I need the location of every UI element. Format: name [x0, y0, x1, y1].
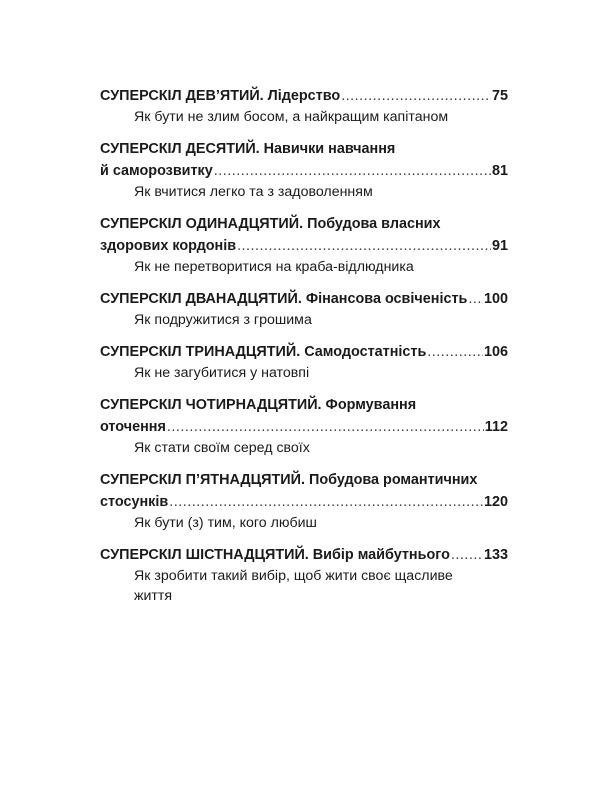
toc-entry[interactable] — [100, 288, 508, 330]
dot-leader — [169, 491, 483, 513]
toc-entry-subtitle: Як зробити такий вибір, щоб жити своє щасливе життя — [134, 568, 453, 604]
toc-entry-title — [100, 544, 508, 566]
toc-entry-title-line: СУПЕРСКІЛ П’ЯТНАДЦЯТИЙ. Побудова романтичних — [100, 472, 478, 488]
toc-entry-title — [100, 235, 508, 257]
toc-entry-title — [100, 491, 508, 513]
toc-entry-title — [100, 288, 508, 310]
dot-leader — [427, 341, 483, 363]
toc-entry-title — [100, 160, 508, 182]
toc-entry[interactable] — [100, 85, 508, 127]
toc-entry-subtitle: Як стати своїм серед своїх — [134, 440, 310, 456]
toc-entry-subtitle: Як вчитися легко та з задоволенням — [134, 184, 373, 200]
page-number: 120 — [483, 494, 508, 510]
toc-entry-title-text: СУПЕРСКІЛ ДЕВ’ЯТИЙ. Лідерство — [100, 88, 341, 104]
toc-entry-title-text: СУПЕРСКІЛ ДВАНАДЦЯТИЙ. Фінансова освіченість — [100, 291, 468, 307]
toc-entry[interactable] — [100, 341, 508, 383]
page-number: 75 — [491, 88, 508, 104]
toc-entry-title — [100, 341, 508, 363]
toc-entry-subtitle: Як бути (з) тим, кого любиш — [134, 515, 317, 531]
toc-entry[interactable] — [100, 394, 508, 458]
toc-entry-title-line: СУПЕРСКІЛ ОДИНАДЦЯТИЙ. Побудова власних — [100, 216, 441, 232]
toc-entry-title-text: здорових кордонів — [100, 238, 237, 254]
dot-leader — [451, 544, 483, 566]
page-number: 81 — [491, 163, 508, 179]
toc-entry-subtitle: Як подружитися з грошима — [134, 312, 312, 328]
page-number: 100 — [483, 291, 508, 307]
dot-leader — [167, 416, 484, 438]
toc-entry[interactable] — [100, 544, 508, 606]
toc-entry-title-line: СУПЕРСКІЛ ЧОТИРНАДЦЯТИЙ. Формування — [100, 397, 417, 413]
dot-leader — [468, 288, 483, 310]
toc-entry-title-text: й саморозвитку — [100, 163, 213, 179]
page-number: 112 — [484, 419, 508, 435]
dot-leader — [214, 160, 491, 182]
toc-entry-title-text: стосунків — [100, 494, 169, 510]
toc-entry-title-text: оточення — [100, 419, 166, 435]
toc-entry[interactable] — [100, 469, 508, 533]
toc-entry-title-text: СУПЕРСКІЛ ШІСТНАДЦЯТИЙ. Вибір майбутнього — [100, 547, 450, 563]
page-number: 91 — [491, 238, 508, 254]
dot-leader — [341, 85, 491, 107]
toc-entry-title-line: СУПЕРСКІЛ ДЕСЯТИЙ. Навички навчання — [100, 141, 396, 157]
toc-entry-subtitle: Як не загубитися у натовпі — [134, 365, 310, 381]
toc-entry[interactable] — [100, 138, 508, 202]
toc-entry-subtitle: Як бути не злим босом, а найкращим капітаном — [134, 109, 449, 125]
toc-entry-subtitle: Як не перетворитися на краба-відлюдника — [134, 259, 414, 275]
page-number: 133 — [483, 547, 508, 563]
dot-leader — [237, 235, 491, 257]
toc-entry[interactable] — [100, 213, 508, 277]
page-number: 106 — [483, 344, 508, 360]
toc-entry-title-text: СУПЕРСКІЛ ТРИНАДЦЯТИЙ. Самодостатність — [100, 344, 427, 360]
toc-entry-title — [100, 416, 508, 438]
table-of-contents — [100, 85, 508, 617]
toc-entry-title — [100, 85, 508, 107]
